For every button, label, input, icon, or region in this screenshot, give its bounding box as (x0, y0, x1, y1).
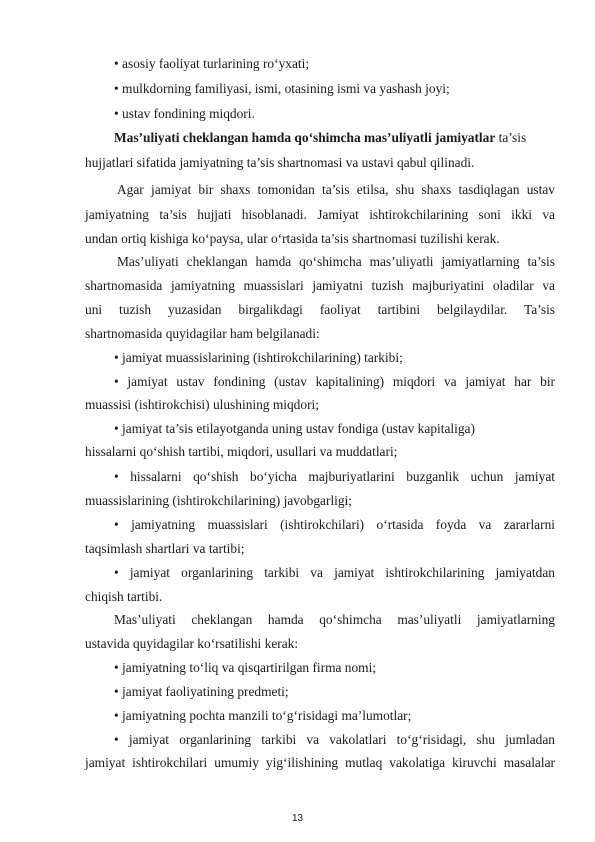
paragraph-text: ta’sis (495, 130, 527, 145)
bullet-item: • jamiyat faoliyatining predmeti; (114, 684, 289, 699)
bold-heading-text: Mas’uliyati cheklangan hamda qo‘shimcha mas’uliyatli jamiyatlar (114, 130, 496, 145)
bullet-item: • jamiyat muassislarining (ishtirokchilarining) tarkibi; (114, 350, 403, 365)
bullet-item-continued: muassislarining (ishtirokchilarining) javobgarligi; (85, 493, 353, 508)
bullet-item-continued: muassisi (ishtirokchisi) ulushining miqdori; (85, 397, 319, 412)
paragraph-line: jamiyatning ta’sis hujjati hisoblanadi. Jamiyat ishtirokchilarining soni ikki va (85, 207, 555, 222)
paragraph-line: Mas’uliyati cheklangan hamda qo‘shimcha mas’uliyatli jamiyatlarning (114, 612, 555, 627)
paragraph-line: Mas’uliyati cheklangan hamda qo‘shimcha mas’uliyatli jamiyatlarning ta’sis (117, 254, 555, 269)
bullet-item-continued: taqsimlash shartlari va tartibi; (85, 541, 245, 556)
bullet-item: • jamiyatning pochta manzili to‘g‘risidagi ma’lumotlar; (114, 708, 412, 723)
bullet-item: • jamiyat ta’sis etilayotganda uning ustav fondiga (ustav kapitaliga) (114, 421, 475, 436)
page-number: 13 (291, 813, 304, 824)
paragraph-line (114, 128, 555, 148)
bullet-item: • jamiyat organlarining tarkibi va jamiyat ishtirokchilarining jamiyatdan (114, 565, 555, 580)
bullet-item: • asosiy faoliyat turlarining ro‘yxati; (114, 56, 310, 71)
bullet-item: • jamiyatning to‘liq va qisqartirilgan firma nomi; (114, 660, 377, 675)
paragraph-line: undan ortiq kishiga ko‘paysa, ular o‘rtasida ta’sis shartnomasi tuzilishi kerak. (85, 231, 500, 246)
bullet-item-continued: chiqish tartibi. (85, 589, 163, 604)
bullet-item: • hissalarni qo‘shish bo‘yicha majburiyatlarini buzganlik uchun jamiyat (114, 469, 555, 484)
bullet-item: • ustav fondining miqdori. (114, 106, 255, 121)
bullet-item-continued: hissalarni qo‘shish tartibi, miqdori, usullari va muddatlari; (85, 444, 398, 459)
paragraph-line: shartnomasida jamiyatning muassislari jamiyatni tuzish majburiyatini oladilar va (85, 278, 555, 293)
bullet-item: • jamiyat ustav fondining (ustav kapitalining) miqdori va jamiyat har bir (114, 374, 555, 389)
paragraph-line: Agar jamiyat bir shaxs tomonidan ta’sis etilsa, shu shaxs tasdiqlagan ustav (117, 182, 555, 197)
paragraph-line: ustavida quyidagilar ko‘rsatilishi kerak: (85, 636, 299, 651)
paragraph-line: hujjatlari sifatida jamiyatning ta’sis shartnomasi va ustavi qabul qilinadi. (85, 155, 475, 170)
bullet-item: • jamiyat organlarining tarkibi va vakolatlari to‘g‘risidagi, shu jumladan (114, 732, 555, 747)
paragraph-line: shartnomasida quyidagilar ham belgilanadi: (85, 326, 320, 341)
bullet-item: • mulkdorning familiyasi, ismi, otasining ismi va yashash joyi; (114, 81, 450, 96)
paragraph-line: uni tuzish yuzasidan birgalikdagi faoliyat tartibini belgilaydilar. Ta’sis (85, 302, 555, 317)
bullet-item-continued: jamiyat ishtirokchilari umumiy yig‘ilishining mutlaq vakolatiga kiruvchi masalalar (85, 755, 555, 770)
bullet-item: • jamiyatning muassislari (ishtirokchilari) o‘rtasida foyda va zararlarni (114, 517, 555, 532)
